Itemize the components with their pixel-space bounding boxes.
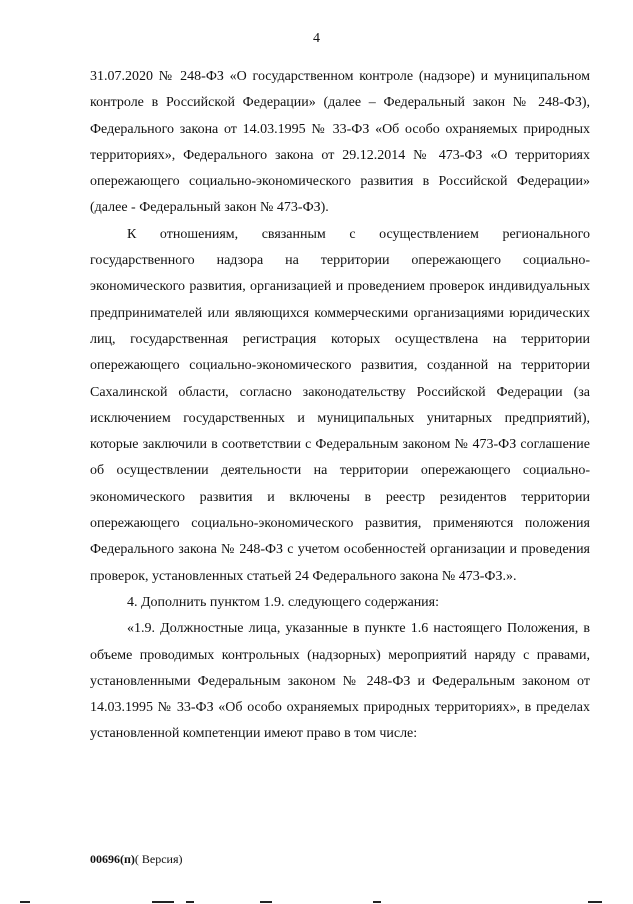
- footer-code-number: 00696(п): [90, 852, 135, 866]
- page-number: 4: [313, 31, 320, 46]
- footer-document-code: [90, 852, 183, 867]
- paragraph-law-references: 31.07.2020 № 248-ФЗ «О государственном контроле (надзоре) и муниципальном контроле в Российской Федерации» (далее – Федеральный закон № 248-ФЗ), Федерального закона от 14.03.1995 № 33-ФЗ «Об особо охраняемых природных территориях», Федерального закона от 29.12.2014 № 473-ФЗ «О территориях опережающего социально-экономического развития в Российской Федерации» (далее - Федеральный закон № 473-ФЗ).: [90, 69, 590, 216]
- document-body: [90, 64, 590, 748]
- scan-edge-marks: [0, 900, 633, 904]
- footer-version: ( Версия): [134, 852, 183, 866]
- paragraph-amendment-item-4: 4. Дополнить пунктом 1.9. следующего содержания:: [127, 594, 440, 610]
- paragraph-clause-1-9: «1.9. Должностные лица, указанные в пункте 1.6 настоящего Положения, в объеме проводимых контрольных (надзорных) мероприятий наряду с правами, установленными Федеральным законом № 248-ФЗ и Федеральным законом от 14.03.1995 № 33-ФЗ «Об особо охраняемых природных территориях», в пределах установленной компетенции имеют право в том числе:: [90, 621, 590, 742]
- paragraph-supervision-relations: К отношениям, связанным с осуществлением регионального государственного надзора на территории опережающего социально-экономического развития, организацией и проведением проверок индивидуальных предпринимателей или являющихся коммерческими организациями юридических лиц, государственная регистрация которых осуществлена на территории опережающего социально-экономического развития, созданной на территории Сахалинской области, согласно законодательству Российской Федерации (за исключением государственных и муниципальных унитарных предприятий), которые заключили в соответствии с Федеральным законом № 473-ФЗ соглашение об осуществлении деятельности на территории опережающего социально-экономического развития и включены в реестр резидентов территории опережающего социально-экономического развития, применяются положения Федерального закона № 248-ФЗ с учетом особенностей организации и проведения проверок, установленных статьей 24 Федерального закона № 473-ФЗ.».: [90, 226, 590, 584]
